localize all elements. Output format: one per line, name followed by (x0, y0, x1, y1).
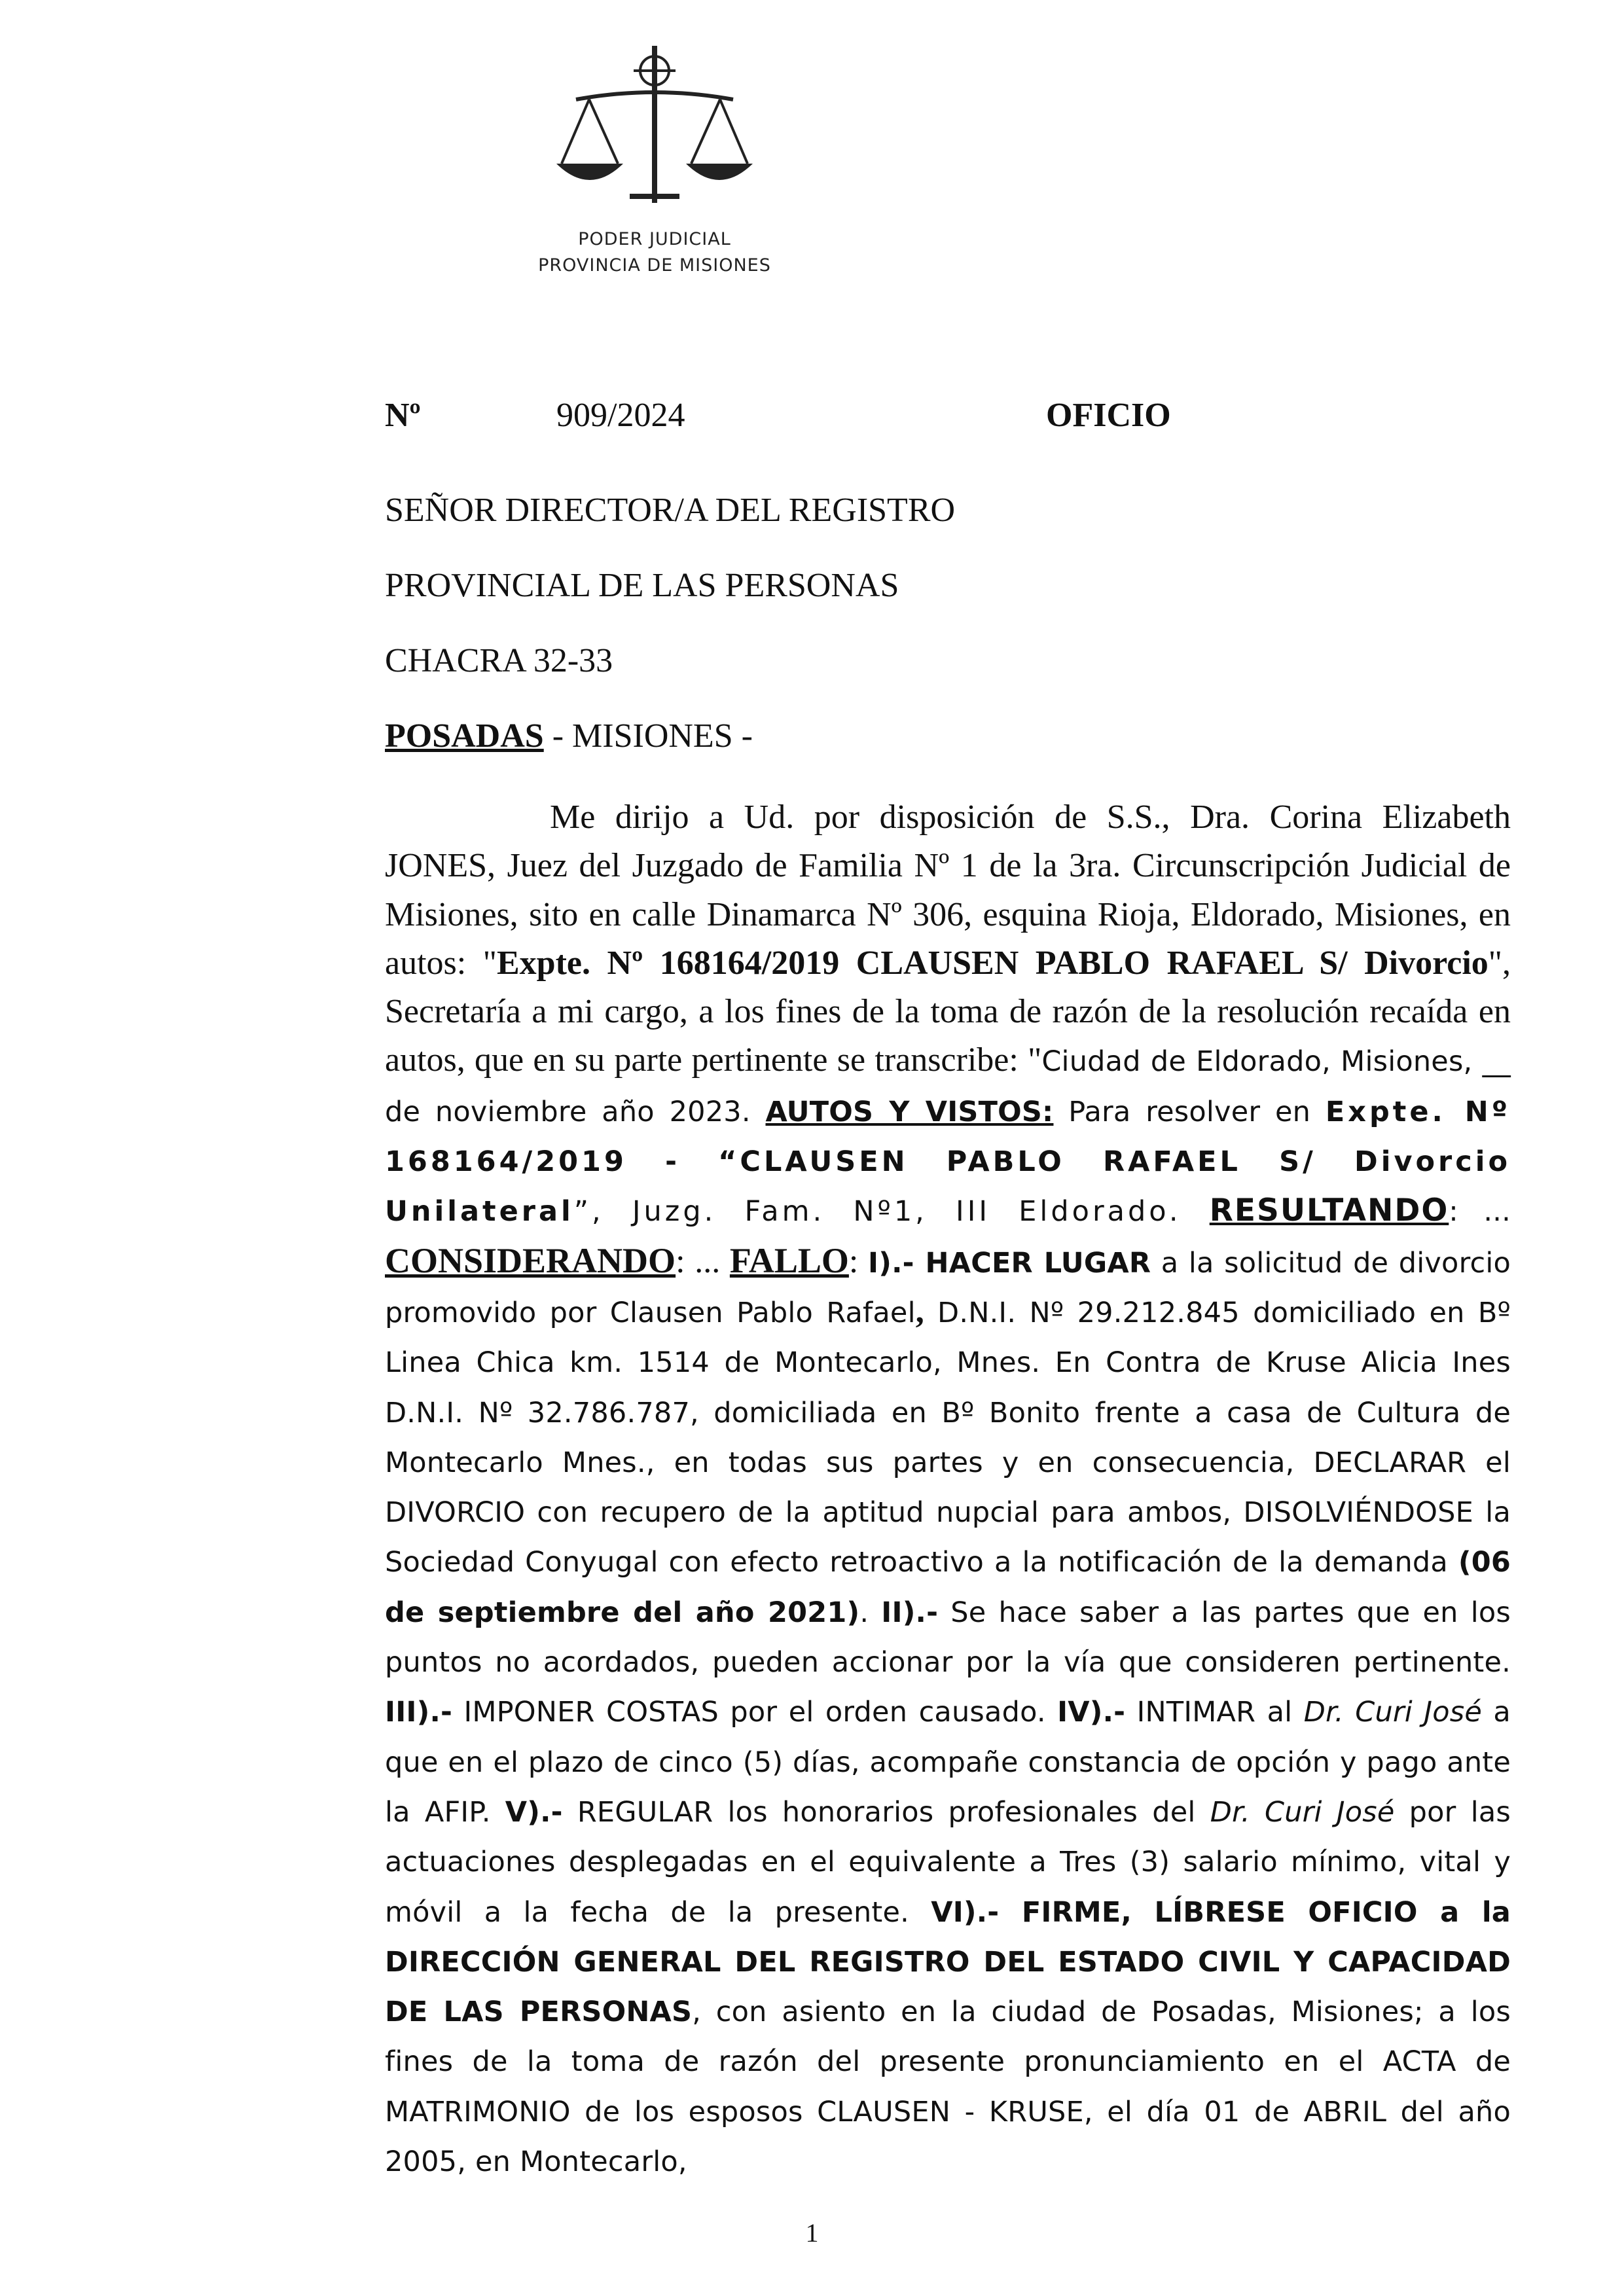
item-vi-label: VI).- FIRME, LÍBRESE OFICIO a la DIRECCIÓN GENERAL DEL REGISTRO DEL ESTADO CIVIL Y CAPACIDAD DE LAS PERSONAS (385, 1895, 1511, 2029)
document-header (385, 396, 1511, 442)
quoted-text: REGULAR los honorarios profesionales del (562, 1795, 1210, 1829)
quoted-text: Para resolver en (1053, 1095, 1326, 1128)
quoted-text: a la solicitud de divorcio promovido por Clausen Pablo Rafael (385, 1246, 1511, 1329)
case-reference: Expte. Nº 168164/2019 CLAUSEN PABLO RAFAEL S/ Divorcio (496, 944, 1489, 982)
quoted-text: IMPONER COSTAS por el orden causado. (452, 1696, 1058, 1729)
quoted-text: INTIMAR al (1125, 1696, 1304, 1729)
item-iii-label: III).- (385, 1696, 453, 1729)
considerando-heading: CONSIDERANDO (385, 1240, 676, 1280)
case-reference-2: Expte. Nº 168164/2019 - “CLAUSEN PABLO RAFAEL S/ Divorcio Unilateral (385, 1095, 1511, 1229)
autos-y-vistos: AUTOS Y VISTOS: (765, 1095, 1054, 1128)
quoted-text: a que en el plazo de cinco (5) días, acompañe constancia de opción y pago ante la AFIP. (385, 1696, 1511, 1829)
body-text: Me dirijo a Ud. por disposición de S.S., Dra. Corina Elizabeth JONES, Juez del Juzgado de Familia Nº 1 de la 3ra. Circunscripción Judicial de Misiones, sito en calle Dinamarca Nº 306, esquina Rioja, Eldorado, Misiones, en autos: " (385, 798, 1511, 982)
page-number: 1 (805, 2218, 819, 2248)
item-ii-label: II).- (881, 1596, 939, 1629)
lawyer-name: Dr. Curi José (1303, 1696, 1483, 1729)
quoted-text: , con asiento en la ciudad de Posadas, Misiones; a los fines de la toma de razón del presente pronunciamiento en el ACTA de MATRIMONIO de los esposos CLAUSEN - KRUSE, el día 01 de ABRIL del año 2005, en Montecarlo, (385, 1996, 1511, 2179)
item-v-label: V).- (505, 1795, 563, 1829)
body-text: ", Secretaría a mi cargo, a los fines de la toma de razón de la resolución recaída en autos, que en su parte pertinente se transcribe: " (385, 944, 1511, 1079)
document-type: OFICIO (1046, 397, 1171, 434)
item-i-label: I).- HACER LUGAR (868, 1246, 1151, 1280)
quoted-text: , (915, 1292, 924, 1330)
item-iv-label: IV).- (1057, 1696, 1126, 1729)
court-logo (511, 39, 799, 295)
quoted-text: Ciudad de Eldorado, Misiones, __ de noviembre año 2023. (385, 1045, 1511, 1128)
scales-of-justice-icon (550, 39, 759, 223)
number-symbol: Nº (385, 397, 421, 434)
quoted-text: : ... (676, 1242, 730, 1280)
notification-date: (06 de septiembre del año 2021) (385, 1546, 1511, 1629)
quoted-text: : ... (1449, 1195, 1511, 1229)
quoted-text: : (848, 1242, 869, 1280)
recipient-province: - MISIONES - (543, 717, 753, 755)
recipient-city-line (385, 717, 753, 755)
body-paragraph (385, 793, 1511, 2186)
quoted-text: . (859, 1596, 882, 1629)
recipient-line-3: CHACRA 32-33 (385, 642, 613, 679)
document-body (385, 793, 1511, 2186)
logo-line-2: PROVINCIA DE MISIONES (538, 255, 771, 276)
recipient-line-2: PROVINCIAL DE LAS PERSONAS (385, 567, 899, 604)
lawyer-name: Dr. Curi José (1210, 1795, 1395, 1829)
document-number: 909/2024 (556, 397, 685, 434)
quoted-text: Se hace saber a las partes que en los puntos no acordados, pueden accionar por la vía que consideren pertinente. (385, 1596, 1511, 1679)
resultando-heading: RESULTANDO (1209, 1193, 1449, 1229)
quoted-text: D.N.I. Nº 29.212.845 domiciliado en Bº Linea Chica km. 1514 de Montecarlo, Mnes. En Contra de Kruse Alicia Ines D.N.I. Nº 32.786.787, domiciliada en Bº Bonito frente a casa de Cultura de Montecarlo Mnes., en todas sus partes y en consecuencia, DECLARAR el DIVORCIO con recupero de la aptitud nupcial para ambos, DISOLVIÉNDOSE la Sociedad Conyugal con efecto retroactivo a la notificación de la demanda (385, 1296, 1511, 1579)
recipient-line-1: SEÑOR DIRECTOR/A DEL REGISTRO (385, 492, 956, 529)
fallo-heading: FALLO (729, 1240, 849, 1280)
quoted-text: por las actuaciones desplegadas en el equivalente a Tres (3) salario mínimo, vital y móvil a la fecha de la presente. (385, 1795, 1511, 1929)
quoted-text: ”, Juzg. Fam. Nº1, III Eldorado. (573, 1195, 1210, 1229)
logo-line-1: PODER JUDICIAL (578, 229, 731, 249)
recipient-city: POSADAS (385, 717, 544, 755)
